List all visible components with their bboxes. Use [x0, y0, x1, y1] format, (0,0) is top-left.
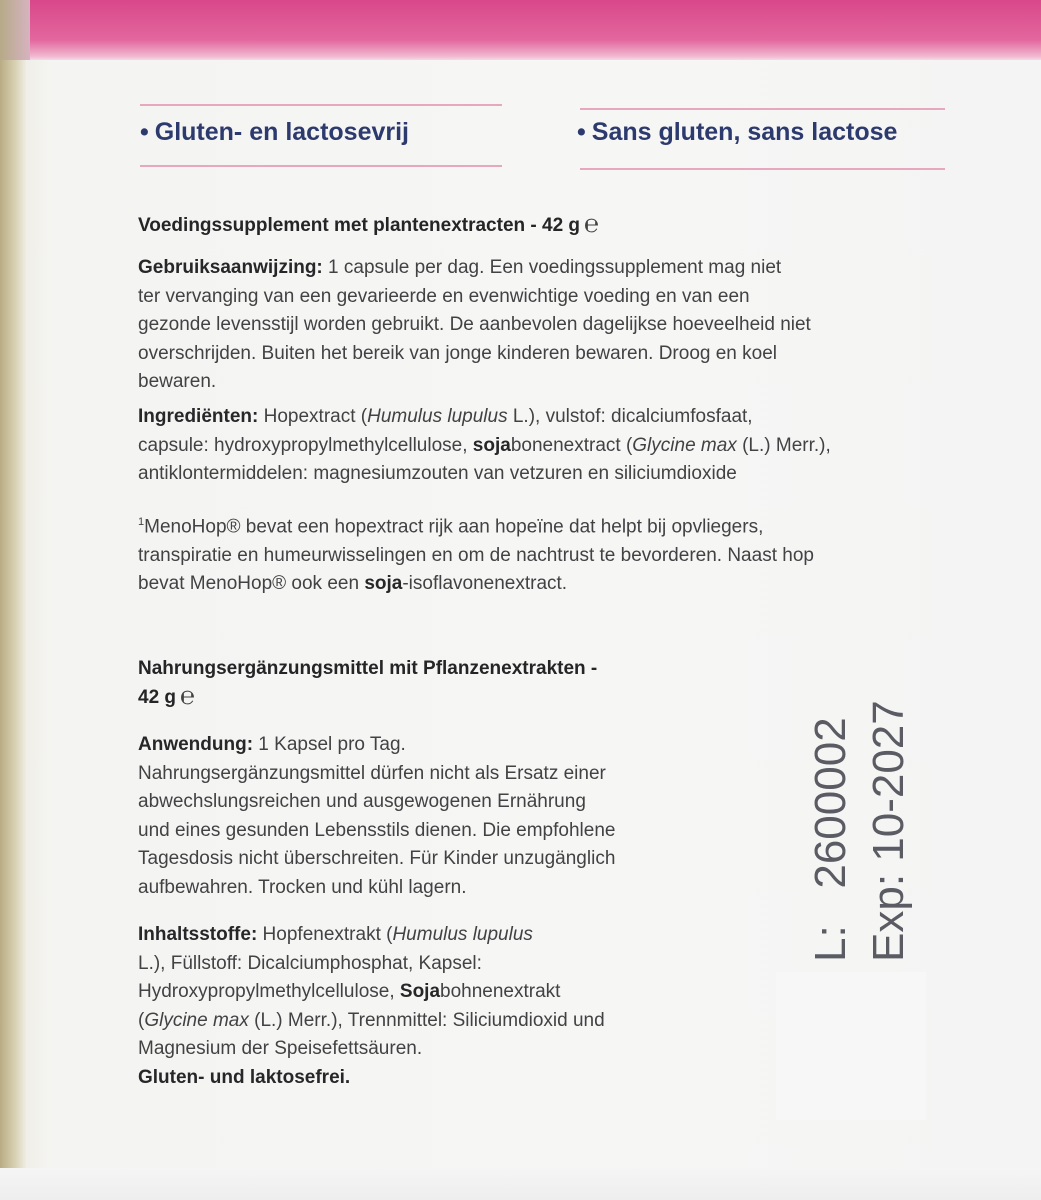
- bullet-icon: •: [140, 118, 149, 146]
- divider-line: [140, 165, 502, 167]
- dutch-menohop-note: $^1$MenoHop® bevat een hopextract rijk aan hopeïne dat helpt bij opvliegers, transpiratie en humeurwisselingen en om de nachtrust te bevorderen. Naast hop bevat MenoHop® ook een soja-isoflavonenextract.: [138, 516, 814, 595]
- bullet-icon: •: [577, 118, 586, 146]
- box-side-edge: [0, 60, 26, 1168]
- expiry-date: Exp: 10-2027: [864, 700, 913, 962]
- lot-number: L: 2600002: [806, 717, 855, 962]
- german-usage: Anwendung: 1 Kapsel pro Tag. Nahrungsergänzungsmittel dürfen nicht als Ersatz einer abwechslungsreichen und ausgewogenen Ernährung und eines gesunden Lebensstils dienen. Die empfohlene Tagesdosis nicht überschreiten. Für Kinder unzugänglich aufbewahren. Trocken und kühl lagern.: [138, 734, 616, 898]
- divider-line: [580, 168, 945, 170]
- estimated-sign-icon: ℮: [180, 681, 196, 710]
- feature-gluten-free-fr: • Sans gluten, sans lactose: [577, 118, 898, 146]
- divider-line: [140, 104, 502, 106]
- estimated-sign-icon: ℮: [584, 210, 600, 238]
- feature-gluten-free-nl: • Gluten- en lactosevrij: [140, 118, 410, 146]
- datamatrix-code: [776, 972, 926, 1120]
- pink-top-band: [0, 0, 1041, 60]
- german-title: Nahrungsergänzungsmittel mit Pflanzenextrakten - 42 g ℮: [138, 658, 598, 710]
- german-ingredients: Inhaltsstoffe: Hopfenextrakt (Humulus lupulus L.), Füllstoff: Dicalciumphosphat, Kapsel: Hydroxypropylmethylcellulose, Sojabohnenextrakt (Glycine max (L.) Merr.), Trennmittel: Siliciumdioxid und Magnesium der Speisefettsäuren. Gluten- und laktosefrei.: [138, 924, 605, 1088]
- dutch-ingredients: Ingrediënten: Hopextract (Humulus lupulus L.), vulstof: dicalciumfosfaat, capsule: hydroxypropylmethylcellulose, sojabonenextract (Glycine max (L.) Merr.), antiklontermiddelen: magnesiumzouten van vetzuren en siliciumdioxide: [138, 406, 831, 484]
- dutch-title: Voedingssupplement met plantenextracten - 42 g ℮: [138, 210, 600, 238]
- dutch-usage: Gebruiksaanwijzing: 1 capsule per dag. Een voedingssupplement mag niet ter vervanging van een gevarieerde en evenwichtige voeding en van een gezonde levensstijl worden gebruikt. De aanbevolen dagelijkse hoeveelheid niet overschrijden. Buiten het bereik van jonge kinderen bewaren. Droog en koel bewaren.: [138, 257, 811, 392]
- divider-line: [580, 108, 945, 110]
